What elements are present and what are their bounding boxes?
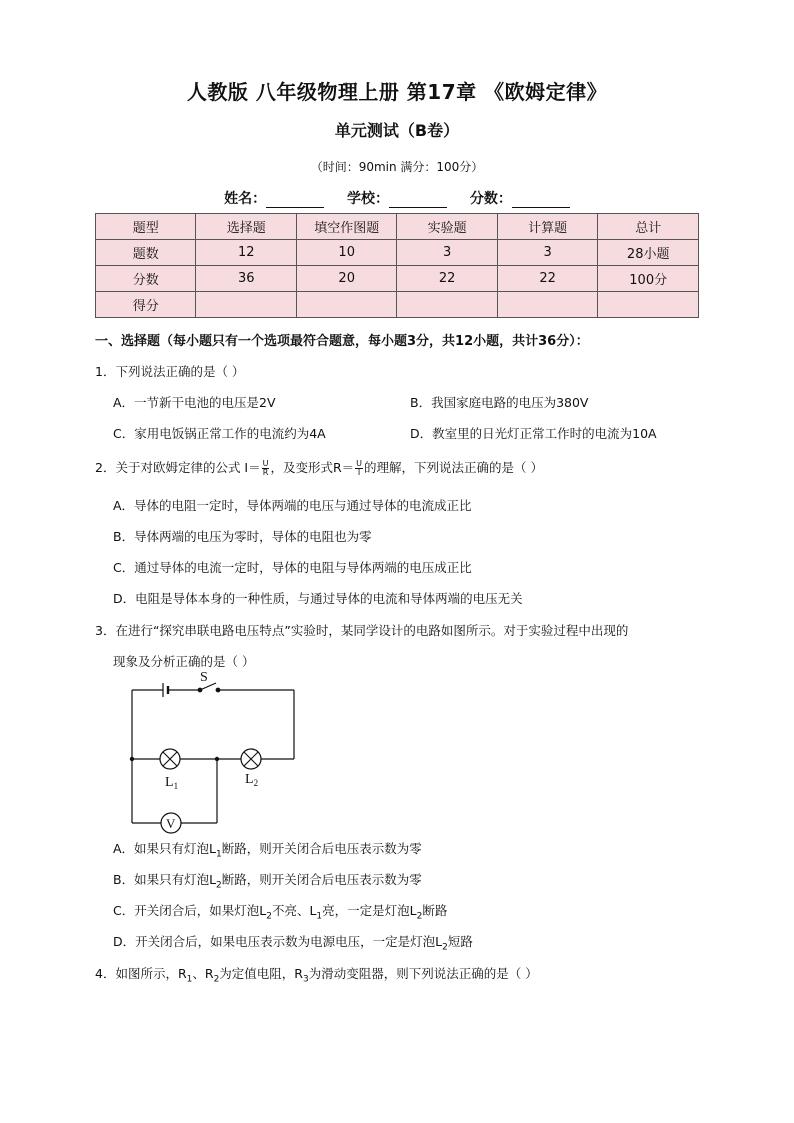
score-table-cell: 3	[397, 240, 497, 266]
score-blank[interactable]	[512, 193, 570, 208]
q2-option-c: C．通过导体的电流一定时，导体的电阻与导体两端的电压成正比	[113, 560, 472, 575]
score-table-cell: 10	[296, 240, 396, 266]
q2-option-a: A．导体的电阻一定时，导体两端的电压与通过导体的电流成正比	[113, 498, 472, 513]
score-table-cell: 28小题	[598, 240, 699, 266]
page-subtitle: 单元测试（B卷）	[334, 121, 460, 140]
score-table-cell: 题型	[96, 214, 196, 240]
time-note: （时间：90min 满分：100分）	[310, 160, 484, 174]
score-table-cell: 22	[497, 266, 597, 292]
score-table-blank-cell[interactable]	[196, 292, 296, 318]
score-table-cell: 得分	[96, 292, 196, 318]
question-4-stem: 4．如图所示，$R_1$、$R_2$为定值电阻，$R_3$为滑动变阻器，则下列说法正确的是（ ）	[95, 966, 538, 985]
score-table-row	[96, 240, 699, 266]
score-table-cell: 选择题	[196, 214, 296, 240]
lamp1-label: $L_1$	[165, 775, 179, 791]
score-table-cell: 20	[296, 266, 396, 292]
q2-option-d: D．电阻是导体本身的一种性质，与通过导体的电流和导体两端的电压无关	[113, 591, 523, 606]
q3-option-a: A．如果只有灯泡$L_1$断路，则开关闭合后电压表示数为零	[113, 841, 422, 860]
score-table-row	[96, 292, 699, 318]
q2-option-b: B．导体两端的电压为零时，导体的电阻也为零	[113, 529, 372, 544]
q1-option-d: D．教室里的日光灯正常工作时的电流为10A	[410, 426, 657, 441]
score-table-blank-cell[interactable]	[397, 292, 497, 318]
score-table-row	[96, 266, 699, 292]
q2-stem-start: 2．关于对欧姆定律的公式 I＝	[95, 460, 261, 475]
name-blank[interactable]	[266, 193, 324, 208]
formula-u-over-i	[355, 460, 363, 477]
score-table-cell: 100分	[598, 266, 699, 292]
score-table-cell: 总计	[598, 214, 699, 240]
switch-label: S	[200, 670, 208, 685]
score-table-cell: 12	[196, 240, 296, 266]
q3-option-b: B．如果只有灯泡$L_2$断路，则开关闭合后电压表示数为零	[113, 872, 422, 891]
fraction-numerator: U	[356, 459, 363, 468]
q2-stem-mid: ，及变形式R＝	[270, 460, 355, 475]
q3-option-c: C．开关闭合后，如果灯泡$L_2$不亮、$L_1$亮，一定是灯泡$L_2$断路	[113, 903, 448, 922]
name-label: 姓名：	[224, 191, 267, 207]
question-2-stem	[95, 458, 543, 477]
q1-option-b: B．我国家庭电路的电压为380V	[410, 395, 589, 410]
score-table-cell: 实验题	[397, 214, 497, 240]
question-3-stem-line2: 现象及分析正确的是（ ）	[113, 654, 255, 669]
score-table-cell: 填空作图题	[296, 214, 396, 240]
score-table-cell: 3	[497, 240, 597, 266]
section-heading: 一、选择题（每小题只有一个选项最符合题意，每小题3分，共12小题，共计36分）：	[95, 334, 589, 349]
school-blank[interactable]	[389, 193, 447, 208]
school-label: 学校：	[347, 191, 389, 207]
fraction-denominator: R	[262, 468, 269, 477]
q2-stem-end: 的理解，下列说法正确的是（ ）	[364, 460, 544, 475]
score-table-cell: 36	[196, 266, 296, 292]
question-3-stem-line1: 3．在进行“探究串联电路电压特点”实验时，某同学设计的电路如图所示。对于实验过程中出现的	[95, 623, 629, 638]
q3-option-d: D．开关闭合后，如果电压表示数为电源电压，一定是灯泡$L_2$短路	[113, 934, 473, 953]
score-label: 分数：	[469, 191, 512, 207]
fraction-denominator: I	[357, 468, 361, 477]
q1-option-c: C．家用电饭锅正常工作的电流约为4A	[113, 426, 326, 441]
score-table-cell: 分数	[96, 266, 196, 292]
score-table-cell: 22	[397, 266, 497, 292]
circuit-diagram	[120, 670, 310, 840]
score-table-blank-cell[interactable]	[497, 292, 597, 318]
score-table-blank-cell[interactable]	[598, 292, 699, 318]
score-table-cell: 计算题	[497, 214, 597, 240]
score-table-row	[96, 214, 699, 240]
fraction-numerator: U	[262, 459, 269, 468]
score-table-blank-cell[interactable]	[296, 292, 396, 318]
q1-option-a: A．一节新干电池的电压是2V	[113, 395, 276, 410]
score-table-cell: 题数	[96, 240, 196, 266]
formula-u-over-r	[262, 460, 270, 477]
student-info-line	[0, 188, 794, 208]
page-title: 人教版 八年级物理上册 第17章 《欧姆定律》	[186, 80, 608, 104]
lamp2-label: $L_2$	[245, 772, 259, 788]
question-1-stem: 1．下列说法正确的是（ ）	[95, 364, 245, 379]
voltmeter-label: V	[166, 816, 176, 831]
score-table	[95, 213, 699, 318]
